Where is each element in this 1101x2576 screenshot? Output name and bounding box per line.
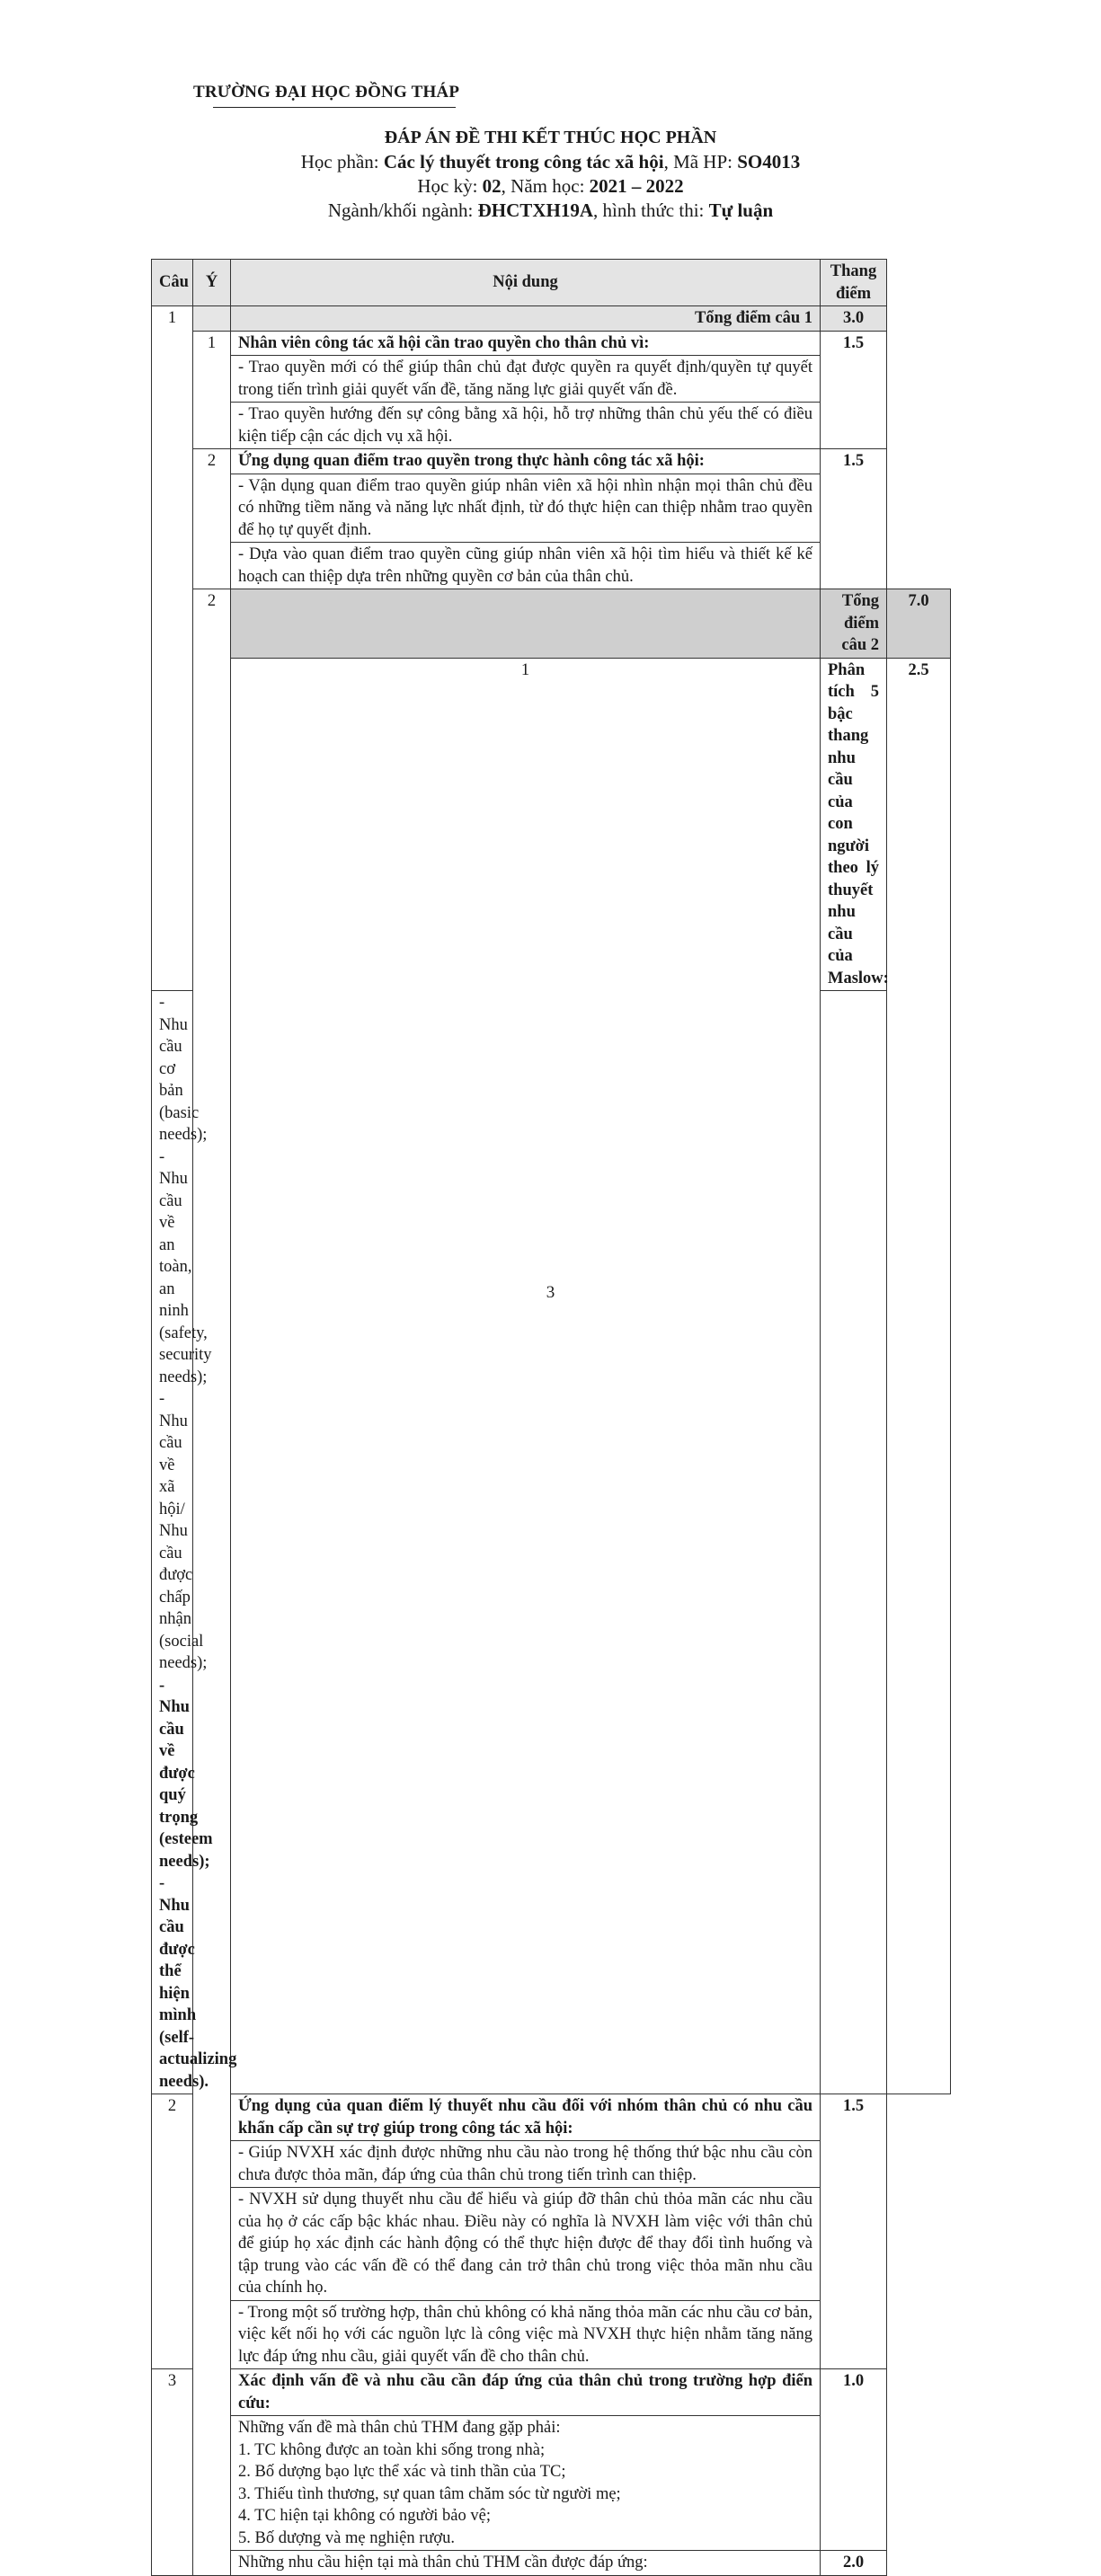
q1-i2-point-2: - Dựa vào quan điểm trao quyền cũng giúp nhân viên xã hội tìm hiểu và thiết kế kế hoạch can thiệp dựa trên những quyền cơ bản của thân chủ. <box>231 543 821 589</box>
header-y: Ý <box>193 260 231 306</box>
form-prefix: , hình thức thi: <box>592 199 709 221</box>
major-line <box>0 199 1101 222</box>
q2-total-row <box>152 589 951 659</box>
code-prefix: , Mã HP: <box>663 151 738 173</box>
list-item: 5. Bố dượng và mẹ nghiện rượu. <box>238 2528 456 2547</box>
year-prefix: , Năm học: <box>501 175 590 197</box>
q2-total-label: Tổng điểm câu 2 <box>821 589 887 659</box>
course-code: SO4013 <box>737 151 801 173</box>
semester: 02 <box>482 175 502 197</box>
document-title: ĐÁP ÁN ĐỀ THI KẾT THÚC HỌC PHẦN <box>384 128 717 147</box>
q2-i3-needs-score: 2.0 <box>821 2551 887 2576</box>
q2-number: 2 <box>193 589 231 2576</box>
q2-i3-heading: Xác định vấn đề và nhu cầu cần đáp ứng của thân chủ trong trường hợp điển cứu: <box>231 2369 821 2416</box>
semester-line <box>0 175 1101 198</box>
q2-i2-point-2: - NVXH sử dụng thuyết nhu cầu để hiểu và giúp đỡ thân chủ thỏa mãn các nhu cầu của họ ở các cấp bậc khác nhau. Điều này có nghĩa là NVXH làm việc với thân chủ để giúp họ xác định các hành động có thể thực hiện được để thay đổi tình huống và tập trung vào các vấn đề có thể đang cản trở thân chủ trong việc thỏa mãn nhu cầu của chính họ. <box>231 2188 821 2301</box>
q2-i1-score: 2.5 <box>887 658 951 2094</box>
list-item: 1. TC không được an toàn khi sống trong nhà; <box>238 2440 546 2459</box>
q1-total-row <box>152 306 951 332</box>
school-name: TRƯỜNG ĐẠI HỌC ĐỒNG THÁP <box>193 83 460 102</box>
school-underline <box>213 107 456 108</box>
q2-i3-number: 3 <box>152 2369 193 2576</box>
q2-i2-point-3: - Trong một số trường hợp, thân chủ không có khả năng thỏa mãn các nhu cầu cơ bản, việc kết nối họ với các nguồn lực là công việc mà NVXH thực hiện nhằm tăng năng lực đáp ứng nhu cầu, giải quyết vấn đề cho thân chủ. <box>231 2300 821 2369</box>
q2-i3-needs: Những nhu cầu hiện tại mà thân chủ THM cần được đáp ứng: <box>231 2551 821 2576</box>
list-item: 3. Thiếu tình thương, sự quan tâm chăm sóc từ người mẹ; <box>238 2484 621 2503</box>
course-line <box>0 151 1101 173</box>
major-prefix: Ngành/khối ngành: <box>327 199 478 221</box>
q1-i1-point-2: - Trao quyền hướng đến sự công bằng xã hội, hỗ trợ những thân chủ yếu thế có điều kiện tiếp cận các dịch vụ xã hội. <box>231 403 821 449</box>
list-item: 4. TC hiện tại không có người bảo vệ; <box>238 2507 491 2525</box>
q2-i1-list <box>152 991 237 2094</box>
q2-i2-heading: Ứng dụng của quan điểm lý thuyết nhu cầu đối với nhóm thân chủ có nhu cầu khẩn cấp cần sự trợ giúp trong công tác xã hội: <box>231 2094 821 2141</box>
q2-i3-needs-row <box>152 2551 951 2576</box>
q2-i1-number: 1 <box>231 658 821 2094</box>
major: ĐHCTXH19A <box>477 199 593 221</box>
q2-i2-point-1: - Giúp NVXH xác định được những nhu cầu nào trong hệ thống thứ bậc nhu cầu còn chưa được thỏa mãn, đáp ứng của thân chủ trong tiến trình can thiệp. <box>231 2141 821 2188</box>
answer-key-table <box>151 259 951 2576</box>
exam-form: Tự luận <box>708 199 774 221</box>
q2-total-spacer <box>231 589 821 659</box>
q1-total-spacer <box>193 306 231 332</box>
header-cau: Câu <box>152 260 193 306</box>
q1-i1-point-1: - Trao quyền mới có thể giúp thân chủ đạt được quyền ra quyết định/quyền tự quyết trong tiến trình giải quyết vấn đề, tăng năng lực giải quyết vấn đề. <box>231 356 821 403</box>
header-score: Thang điểm <box>821 260 887 306</box>
list-item: 2. Bố dượng bạo lực thể xác và tinh thần của TC; <box>238 2463 566 2481</box>
problems-intro: Những vấn đề mà thân chủ THM đang gặp phải: <box>238 2419 561 2437</box>
q1-i1-heading-row <box>152 331 951 356</box>
list-item: - Nhu cầu cơ bản (basic needs); <box>159 994 208 1144</box>
q1-total-score: 3.0 <box>821 306 887 332</box>
q1-i1-score: 1.5 <box>821 331 887 449</box>
q1-i1-heading: Nhân viên công tác xã hội cần trao quyền cho thân chủ vì: <box>231 331 821 356</box>
q1-i2-point-1: - Vận dụng quan điểm trao quyền giúp nhân viên xã hội nhìn nhận mọi thân chủ đều có những tiềm năng và năng lực nhất định, từ đó thực hiện can thiệp nhằm trao quyền để họ tự quyết định. <box>231 474 821 543</box>
q1-i2-number: 2 <box>193 449 231 589</box>
course-prefix: Học phần: <box>300 151 384 173</box>
list-item: - Nhu cầu về an toàn, an ninh (safety, security needs); <box>159 1147 212 1386</box>
table-header-row <box>152 260 951 306</box>
header-content: Nội dung <box>231 260 821 306</box>
q2-i3-problems <box>231 2416 821 2551</box>
q2-i2-number: 2 <box>152 2094 193 2369</box>
q2-i2-score: 1.5 <box>821 2094 887 2369</box>
q1-i1-number: 1 <box>193 331 231 449</box>
page-number: 3 <box>546 1283 555 1302</box>
school-year: 2021 – 2022 <box>589 175 684 197</box>
q2-total-score: 7.0 <box>887 589 951 659</box>
q1-i2-heading-row <box>152 449 951 474</box>
list-item: - Nhu cầu về xã hội/ Nhu cầu được chấp nhận (social needs); <box>159 1390 208 1672</box>
q1-total-label: Tổng điểm câu 1 <box>231 306 821 332</box>
semester-prefix: Học kỳ: <box>417 175 483 197</box>
q1-number: 1 <box>152 306 193 991</box>
course-name: Các lý thuyết trong công tác xã hội <box>383 151 664 173</box>
q1-i2-score: 1.5 <box>821 449 887 589</box>
q2-i2-heading-row <box>152 2094 951 2141</box>
list-item: - Nhu cầu về được quý trọng (esteem needs); <box>159 1676 213 1871</box>
q1-i2-heading: Ứng dụng quan điểm trao quyền trong thực hành công tác xã hội: <box>231 449 821 474</box>
q2-i1-heading: Phân tích 5 bậc thang nhu cầu của con người theo lý thuyết nhu cầu của Maslow: <box>821 658 887 991</box>
q2-i3-score: 1.0 <box>821 2369 887 2551</box>
list-item: - Nhu cầu được thể hiện mình (self-actualizing needs). <box>159 1874 237 2091</box>
q2-i3-heading-row <box>152 2369 951 2416</box>
q2-i1-heading-row <box>152 658 951 991</box>
